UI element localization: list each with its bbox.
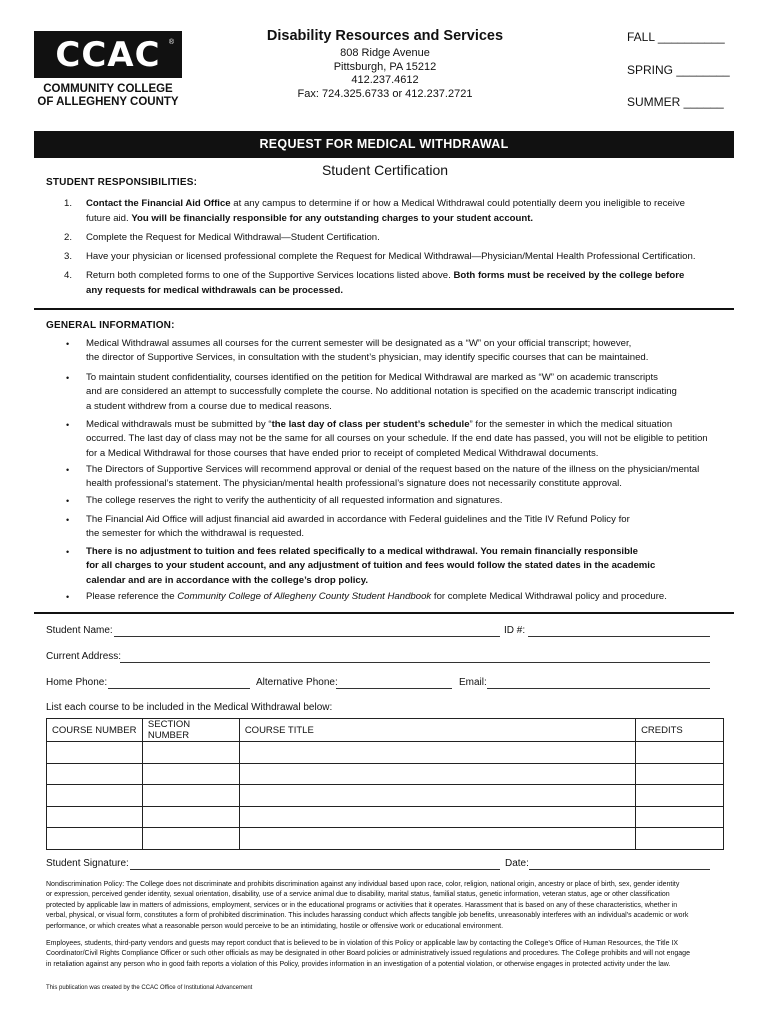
- text-run: for all charges to your student account, and any adjustment of tuition and fees would follow the stated dates in the academic: [86, 560, 656, 572]
- course-title-cell[interactable]: [239, 763, 635, 785]
- id-label: ID #:: [504, 625, 526, 636]
- course-row: [47, 763, 724, 785]
- policy-line: performance, or which creates what a reasonable person would perceive to be an intimidating, hostile or offensive work or educational environment.: [46, 922, 504, 930]
- text-run: future aid.: [86, 213, 132, 224]
- course-number-cell[interactable]: [47, 742, 143, 764]
- item-number: 2.: [64, 232, 73, 243]
- course-row: [47, 828, 724, 850]
- fax-line: Fax: 724.325.6733 or 412.237.2721: [297, 87, 473, 100]
- text-run: Medical withdrawals must be submitted by “: [86, 419, 272, 430]
- item-line: [86, 337, 631, 351]
- text-run: Both forms must be received by the college before: [453, 270, 685, 281]
- text-run: any requests for medical withdrawals can be processed.: [86, 285, 343, 296]
- address-line: Pittsburgh, PA 15212: [333, 60, 437, 73]
- item-line: [86, 269, 684, 283]
- course-title-cell[interactable]: [239, 828, 635, 850]
- bullet-marker: •: [66, 496, 70, 506]
- text-run: You will be financially responsible for any outstanding charges to your student account.: [131, 213, 534, 224]
- registered-mark: ®: [168, 39, 174, 46]
- item-number: 4.: [64, 270, 73, 281]
- alternative-phone-field[interactable]: [336, 688, 452, 689]
- text-run: The Directors of Supportive Services will recommend approval or denial of the request based on the nature of the illness on the physician/mental: [86, 464, 700, 475]
- col-section-number: SECTION NUMBER: [142, 719, 239, 742]
- office-title: Disability Resources and Services: [266, 28, 504, 44]
- item-line: [86, 477, 622, 491]
- course-table: [46, 718, 724, 850]
- section-number-cell[interactable]: [142, 763, 239, 785]
- text-run: health professional’s statement. The physician/mental health professional’s signature does not necessarily constitute approval.: [86, 478, 622, 490]
- reporting-policy: [46, 939, 728, 970]
- course-number-cell[interactable]: [47, 806, 143, 828]
- item-line: [86, 250, 696, 264]
- section-number-cell[interactable]: [142, 806, 239, 828]
- term-spring[interactable]: SPRING ________: [627, 63, 730, 77]
- item-line: [86, 513, 630, 527]
- course-row: [47, 806, 724, 828]
- item-line: [86, 371, 658, 385]
- col-credits: CREDITS: [636, 719, 724, 742]
- course-number-cell[interactable]: [47, 828, 143, 850]
- text-run: Medical Withdrawal assumes all courses for the current semester will be designated as a “W” on your official transcript; however,: [86, 338, 632, 349]
- item-line: [86, 197, 685, 211]
- item-line: [86, 447, 598, 461]
- text-run: and are considered an attempt to successfully complete the course. No additional notation is specified on the academic transcript indicating: [86, 386, 677, 398]
- college-name-line: OF ALLEGHENY COUNTY: [37, 96, 179, 108]
- bullet-marker: •: [66, 465, 70, 475]
- credits-cell[interactable]: [636, 806, 724, 828]
- text-run: The college reserves the right to verify the authenticity of all requested information and signatures.: [86, 495, 503, 506]
- text-run: the last day of class per student’s schedule: [271, 419, 470, 430]
- item-line: [86, 418, 672, 432]
- col-course-title: COURSE TITLE: [239, 719, 635, 742]
- item-line: [86, 545, 638, 559]
- course-title-cell[interactable]: [239, 785, 635, 807]
- credits-cell[interactable]: [636, 785, 724, 807]
- student-name-label: Student Name:: [46, 625, 113, 636]
- text-run: occurred. The last day of class may not be the same for all courses on your schedule. If the end date has passed, you will not be eligible to petition: [86, 433, 708, 445]
- item-line: [86, 527, 304, 541]
- item-line: [86, 559, 655, 573]
- item-line: [86, 590, 667, 604]
- policy-line: Coordinator/Civil Rights Compliance Officer or such other officials as may be designated in other Board policies or administratively issued regulations and procedures. The College prohibits and will not engage: [46, 950, 690, 958]
- policy-line: verbal, physical, or visual form, constitutes a form of prohibited discrimination. This includes harassing conduct which affects tangible job benefits, unreasonably interferes with an individual’s academic or work: [46, 912, 689, 920]
- section-number-cell[interactable]: [142, 785, 239, 807]
- office-block: [230, 28, 540, 101]
- text-run: Contact the Financial Aid Office: [86, 198, 231, 209]
- course-number-cell[interactable]: [47, 785, 143, 807]
- policy-line: Employees, students, third-party vendors and guests may report conduct that is believed to be in violation of this Policy or applicable law by contacting the College’s Office of Human Resources, the Title IX: [46, 940, 679, 947]
- text-run: Return both completed forms to one of the Supportive Services locations listed above.: [86, 270, 454, 281]
- credits-cell[interactable]: [636, 742, 724, 764]
- item-line: [86, 400, 332, 414]
- address-label: Current Address:: [46, 651, 122, 662]
- item-line: [86, 574, 368, 588]
- courses-instructions: List each course to be included in the Medical Withdrawal below:: [46, 702, 333, 713]
- text-run: the semester for which the withdrawal is requested.: [86, 528, 305, 540]
- text-run: at any campus to determine if or how a Medical Withdrawal could potentially deem you ineligible to receive: [230, 198, 685, 209]
- home-phone-field[interactable]: [108, 688, 250, 689]
- logo-text: CCAC: [55, 34, 161, 75]
- credits-cell[interactable]: [636, 828, 724, 850]
- email-field[interactable]: [487, 688, 710, 689]
- student-name-field[interactable]: [114, 636, 500, 637]
- bullet-marker: •: [66, 592, 70, 602]
- text-run: ” for the semester in which the medical situation: [469, 419, 673, 430]
- text-run: Complete the Request for Medical Withdrawal—Student Certification.: [86, 232, 380, 243]
- item-line: [86, 284, 343, 298]
- responsibilities-heading: STUDENT RESPONSIBILITIES:: [46, 177, 198, 188]
- policy-line: Nondiscrimination Policy: The College does not discriminate and prohibits discrimination against any individual based upon race, color, religion, national origin, ancestry or place of birth, sex, gender identity: [46, 881, 680, 888]
- address-line: 808 Ridge Avenue: [340, 47, 430, 59]
- course-title-cell[interactable]: [239, 742, 635, 764]
- date-field[interactable]: [529, 869, 710, 870]
- text-run: To maintain student confidentiality, courses identified on the petition for Medical Withdrawal are marked as “W” on academic transcripts: [86, 372, 658, 383]
- course-table-header: [47, 719, 724, 742]
- course-row: [47, 785, 724, 807]
- general-info-heading: GENERAL INFORMATION:: [46, 320, 175, 331]
- item-line: [86, 494, 503, 508]
- date-label: Date:: [505, 858, 529, 869]
- item-line: [86, 432, 708, 446]
- bullet-marker: •: [66, 515, 70, 525]
- form-subtitle: Student Certification: [321, 162, 449, 178]
- email-label: Email:: [459, 677, 487, 688]
- section-number-cell[interactable]: [142, 742, 239, 764]
- signature-label: Student Signature:: [46, 858, 129, 869]
- item-line: [86, 385, 677, 399]
- student-signature-field[interactable]: [130, 869, 500, 870]
- form-title-banner: REQUEST FOR MEDICAL WITHDRAWAL: [34, 131, 734, 158]
- term-summer[interactable]: SUMMER ______: [627, 95, 724, 109]
- item-number: 3.: [64, 251, 73, 262]
- policy-line: or expression, perceived gender identity, sexual orientation, disability, use of a service animal due to disability, marital status, familial status, genetic information, veteran status, age or other classification: [46, 891, 670, 899]
- divider: [34, 612, 734, 614]
- text-run: Please reference the: [86, 591, 178, 602]
- current-address-field[interactable]: [120, 662, 710, 663]
- publication-credit: This publication was created by the CCAC Office of Institutional Advancement: [46, 985, 253, 991]
- item-line: [86, 231, 380, 245]
- text-run: There is no adjustment to tuition and fees related specifically to a medical withdrawal. You remain financially responsible: [86, 546, 638, 557]
- home-phone-label: Home Phone:: [46, 677, 108, 688]
- col-course-number: COURSE NUMBER: [47, 719, 143, 742]
- text-run: The Financial Aid Office will adjust financial aid awarded in accordance with Federal guidelines and the Title IV Refund Policy for: [86, 514, 630, 525]
- item-line: [86, 463, 699, 477]
- bullet-marker: •: [66, 547, 70, 557]
- course-title-cell[interactable]: [239, 806, 635, 828]
- credits-cell[interactable]: [636, 763, 724, 785]
- text-run: for complete Medical Withdrawal policy and procedure.: [431, 591, 667, 602]
- text-run: the director of Supportive Services, in consultation with the student’s physician, may identify specific courses that can be maintained.: [86, 352, 649, 364]
- divider: [34, 308, 734, 310]
- bullet-marker: •: [66, 339, 70, 349]
- text-run: for a Medical Withdrawal for those courses that have ended prior to receipt of completed Medical Withdrawal documents.: [86, 447, 599, 459]
- college-name: [22, 83, 194, 109]
- text-run: Have your physician or licensed professional complete the Request for Medical Withdrawal—Physician/Mental Health Professional Certification.: [86, 251, 696, 262]
- course-number-cell[interactable]: [47, 763, 143, 785]
- alt-phone-label: Alternative Phone:: [256, 677, 338, 688]
- text-run: calendar and are in accordance with the college’s drop policy.: [86, 574, 369, 586]
- student-id-field[interactable]: [528, 636, 710, 637]
- college-name-line: COMMUNITY COLLEGE: [43, 83, 173, 95]
- policy-line: protected by applicable law in matters of admissions, employment, services or in the educational programs or activities that it operates. Harassment that is based on any of these characteristics, whether in: [46, 901, 678, 909]
- item-line: [86, 351, 648, 365]
- nondiscrimination-policy: [46, 880, 728, 932]
- item-number: 1.: [64, 198, 73, 209]
- item-line: [86, 212, 533, 226]
- bullet-marker: •: [66, 373, 70, 383]
- course-row: [47, 742, 724, 764]
- section-number-cell[interactable]: [142, 828, 239, 850]
- term-fall[interactable]: FALL __________: [627, 30, 725, 44]
- bullet-marker: •: [66, 420, 70, 430]
- policy-line: in retaliation against any person who in good faith reports a violation of this Policy, provides information in an investigation of a potential violation, or otherwise engages in protected activity under the law.: [46, 960, 671, 968]
- text-run: Community College of Allegheny County Student Handbook: [177, 591, 432, 602]
- phone-line: 412.237.4612: [351, 74, 419, 86]
- text-run: a student withdrew from a course due to medical reasons.: [86, 400, 332, 412]
- ccac-logo: [34, 31, 182, 78]
